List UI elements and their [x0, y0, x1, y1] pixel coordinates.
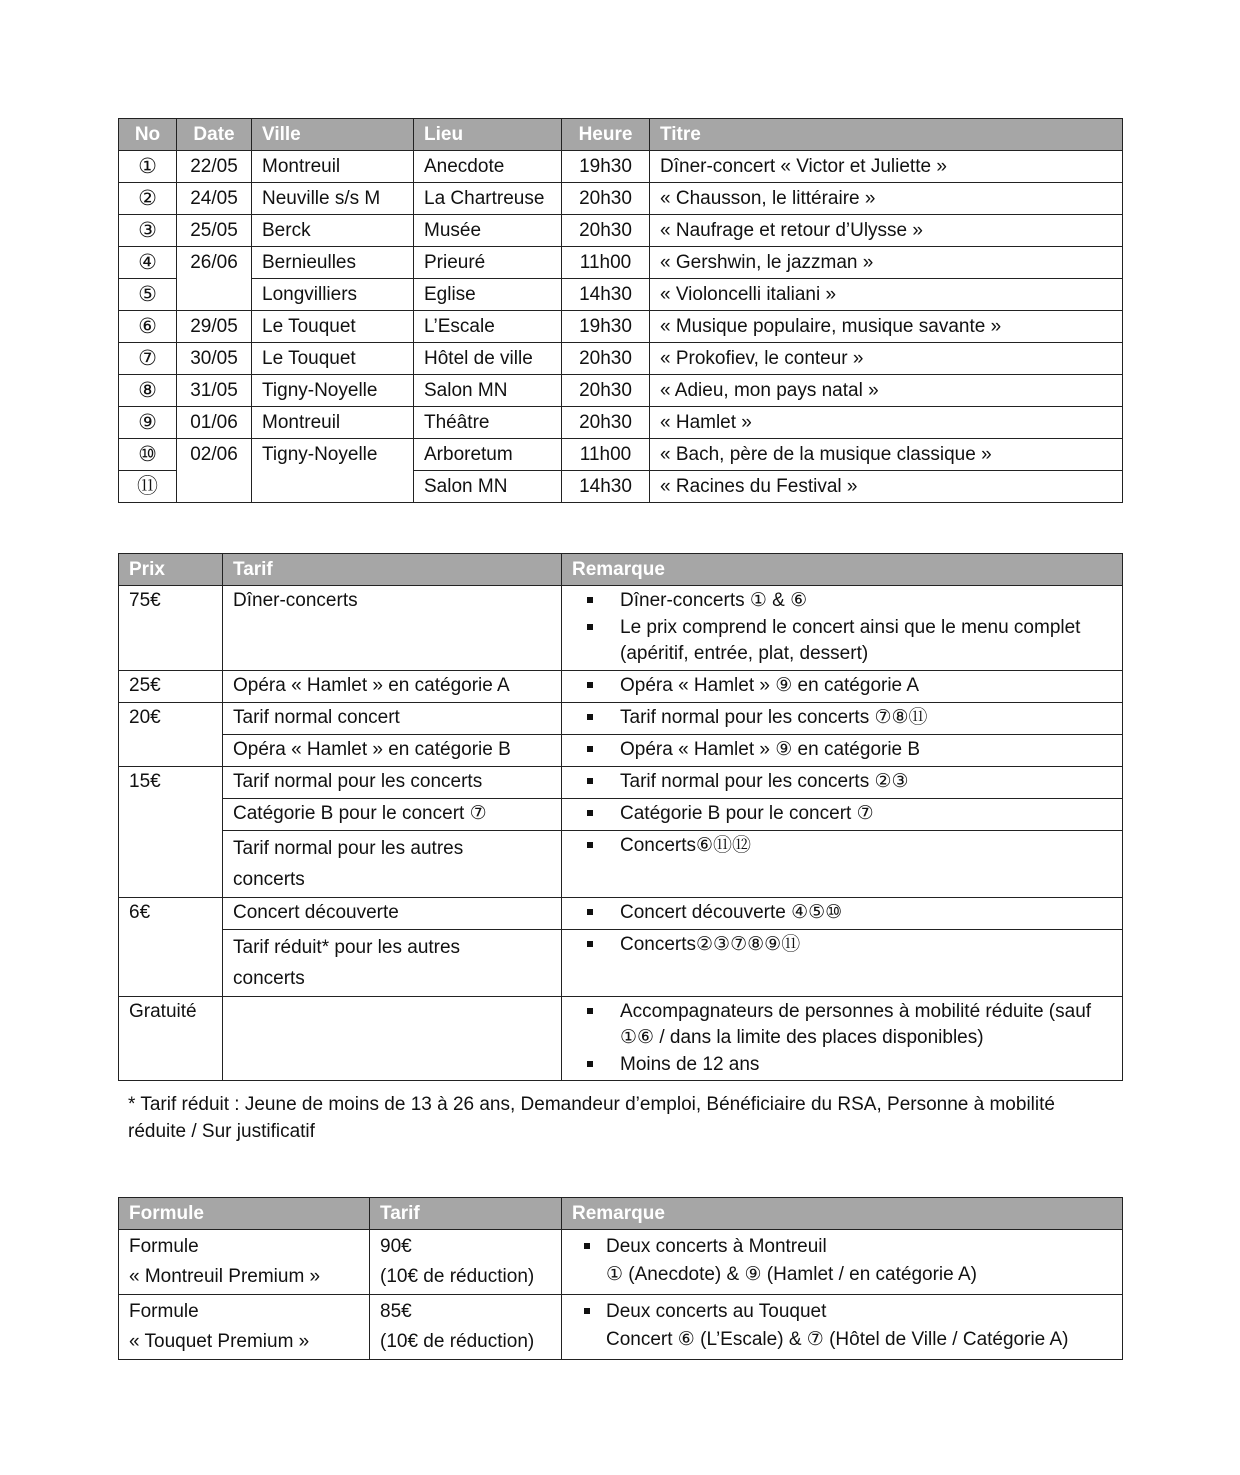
remark-bullet: Catégorie B pour le concert ⑦: [572, 801, 1122, 828]
remark-bullet: Opéra « Hamlet » ⑨ en catégorie A: [572, 673, 1122, 700]
remark-cell: [562, 1295, 1123, 1360]
price-value: 20€: [119, 702, 223, 766]
tarif-text: Tarif normal pour les autres concerts: [233, 837, 464, 890]
concert-titre: « Prokofiev, le conteur »: [650, 343, 1123, 375]
concerts-header-row: [119, 119, 1123, 151]
concert-lieu: Anecdote: [414, 151, 562, 183]
concert-number: ⑨: [119, 407, 177, 439]
table-row: [119, 798, 1123, 830]
table-row: [119, 1295, 1123, 1360]
formule-name: [119, 1295, 370, 1360]
concert-date: 26/06: [177, 247, 252, 279]
table-row: [119, 279, 1123, 311]
concert-ville: Tigny-Noyelle: [252, 439, 414, 471]
concert-ville: Bernieulles: [252, 247, 414, 279]
remark-bullet: Moins de 12 ans: [572, 1052, 1122, 1079]
tarif-label: Opéra « Hamlet » en catégorie A: [223, 670, 562, 702]
concert-date: 30/05: [177, 343, 252, 375]
concert-heure: 20h30: [562, 407, 650, 439]
table-row: [119, 929, 1123, 996]
remark-bullet: Tarif normal pour les concerts ②③: [572, 769, 1122, 796]
table-row: [119, 702, 1123, 734]
col-header-heure: Heure: [562, 119, 650, 151]
remark-cell: [562, 897, 1123, 929]
concert-lieu: Arboretum: [414, 439, 562, 471]
formule-name-line: « Touquet Premium »: [129, 1331, 310, 1352]
concert-heure: 11h00: [562, 247, 650, 279]
table-row: [119, 247, 1123, 279]
formules-header-row: [119, 1198, 1123, 1230]
remark-cell: [562, 1230, 1123, 1295]
concert-titre: « Violoncelli italiani »: [650, 279, 1123, 311]
table-row: [119, 766, 1123, 798]
col-header-date: Date: [177, 119, 252, 151]
col-header-tarif: Tarif: [223, 554, 562, 586]
concert-titre: « Adieu, mon pays natal »: [650, 375, 1123, 407]
concert-ville: [252, 471, 414, 503]
concert-date: 29/05: [177, 311, 252, 343]
col-header-prix: Prix: [119, 554, 223, 586]
tarif-label: Catégorie B pour le concert ⑦: [223, 798, 562, 830]
formule-name: [119, 1230, 370, 1295]
concert-ville: Tigny-Noyelle: [252, 375, 414, 407]
concert-number: ⑩: [119, 439, 177, 471]
concert-date: 25/05: [177, 215, 252, 247]
tarif-label: Dîner-concerts: [223, 586, 562, 671]
concert-date: 02/06: [177, 439, 252, 471]
concert-number: ④: [119, 247, 177, 279]
remark-bullet: Tarif normal pour les concerts ⑦⑧⑪: [572, 705, 1122, 732]
concert-lieu: Hôtel de ville: [414, 343, 562, 375]
col-header-ville: Ville: [252, 119, 414, 151]
concert-date: 31/05: [177, 375, 252, 407]
concert-date: 24/05: [177, 183, 252, 215]
remark-bullet: Dîner-concerts ① & ⑥: [572, 588, 1122, 615]
formule-price: [370, 1230, 562, 1295]
tarif-label: [223, 929, 562, 996]
col-header-remarque: Remarque: [562, 1198, 1123, 1230]
tarif-label: Tarif normal concert: [223, 702, 562, 734]
concert-ville: Montreuil: [252, 407, 414, 439]
tarif-label: Opéra « Hamlet » en catégorie B: [223, 734, 562, 766]
formule-name-line: Formule: [129, 1236, 199, 1257]
table-row: [119, 407, 1123, 439]
concert-heure: 20h30: [562, 215, 650, 247]
concert-lieu: Eglise: [414, 279, 562, 311]
concert-titre: « Naufrage et retour d’Ulysse »: [650, 215, 1123, 247]
col-header-formule: Formule: [119, 1198, 370, 1230]
table-row: [119, 1230, 1123, 1295]
remark-cell: [562, 586, 1123, 671]
formules-table: [118, 1197, 1123, 1360]
tarif-text: Tarif réduit* pour les autres concerts: [233, 936, 461, 989]
remark-bullet: Deux concerts à Montreuil: [572, 1234, 1122, 1261]
concert-lieu: Théâtre: [414, 407, 562, 439]
formule-reduction: (10€ de réduction): [380, 1331, 535, 1352]
formule-price-value: 85€: [380, 1301, 412, 1322]
concert-number: ⑥: [119, 311, 177, 343]
table-row: [119, 471, 1123, 503]
remark-cell: [562, 996, 1123, 1081]
concert-titre: « Musique populaire, musique savante »: [650, 311, 1123, 343]
concert-titre: « Gershwin, le jazzman »: [650, 247, 1123, 279]
remark-cell: [562, 830, 1123, 897]
table-row: [119, 734, 1123, 766]
concert-titre: « Bach, père de la musique classique »: [650, 439, 1123, 471]
concert-ville: Longvilliers: [252, 279, 414, 311]
concert-number: ①: [119, 151, 177, 183]
concert-number: ⑪: [119, 471, 177, 503]
remark-cell: [562, 670, 1123, 702]
remark-detail: ① (Anecdote) & ⑨ (Hamlet / en catégorie A): [606, 1263, 977, 1285]
concert-number: ⑦: [119, 343, 177, 375]
remark-bullet: Deux concerts au Touquet: [572, 1299, 1122, 1326]
concerts-table: [118, 118, 1123, 503]
remark-bullet: Opéra « Hamlet » ⑨ en catégorie B: [572, 737, 1122, 764]
price-value: 15€: [119, 766, 223, 897]
remark-bullet: Le prix comprend le concert ainsi que le menu complet (apéritif, entrée, plat, dessert): [572, 615, 1122, 668]
concert-date: [177, 471, 252, 503]
concert-heure: 20h30: [562, 183, 650, 215]
concert-titre: « Hamlet »: [650, 407, 1123, 439]
tarif-label: Tarif normal pour les concerts: [223, 766, 562, 798]
remark-bullet: Concerts②③⑦⑧⑨⑪: [572, 932, 1122, 959]
tarif-label: Concert découverte: [223, 897, 562, 929]
remark-cell: [562, 798, 1123, 830]
formule-reduction: (10€ de réduction): [380, 1266, 535, 1287]
concert-date: [177, 279, 252, 311]
concert-titre: « Racines du Festival »: [650, 471, 1123, 503]
remark-bullet: Accompagnateurs de personnes à mobilité réduite (sauf ①⑥ / dans la limite des places disponibles): [572, 999, 1122, 1052]
table-row: [119, 830, 1123, 897]
price-value: Gratuité: [119, 996, 223, 1081]
concert-heure: 14h30: [562, 471, 650, 503]
table-row: [119, 586, 1123, 671]
concert-lieu: La Chartreuse: [414, 183, 562, 215]
concert-heure: 20h30: [562, 375, 650, 407]
concert-heure: 20h30: [562, 343, 650, 375]
concert-lieu: Salon MN: [414, 471, 562, 503]
table-row: [119, 897, 1123, 929]
table-row: [119, 151, 1123, 183]
table-row: [119, 343, 1123, 375]
prices-table: [118, 553, 1123, 1081]
remark-cell: [562, 734, 1123, 766]
concert-heure: 14h30: [562, 279, 650, 311]
concert-number: ⑤: [119, 279, 177, 311]
price-value: 25€: [119, 670, 223, 702]
col-header-lieu: Lieu: [414, 119, 562, 151]
concert-lieu: L’Escale: [414, 311, 562, 343]
concert-number: ⑧: [119, 375, 177, 407]
remark-bullet: Concert découverte ④⑤⑩: [572, 900, 1122, 927]
tarif-label: [223, 996, 562, 1081]
table-row: [119, 215, 1123, 247]
col-header-tarif: Tarif: [370, 1198, 562, 1230]
table-row: [119, 311, 1123, 343]
concert-ville: Montreuil: [252, 151, 414, 183]
concert-number: ②: [119, 183, 177, 215]
remark-cell: [562, 929, 1123, 996]
concert-heure: 19h30: [562, 311, 650, 343]
concert-heure: 19h30: [562, 151, 650, 183]
tarif-label: [223, 830, 562, 897]
table-row: [119, 375, 1123, 407]
price-value: 75€: [119, 586, 223, 671]
table-row: [119, 439, 1123, 471]
prices-header-row: [119, 554, 1123, 586]
formule-price-value: 90€: [380, 1236, 412, 1257]
concert-heure: 11h00: [562, 439, 650, 471]
concert-ville: Le Touquet: [252, 311, 414, 343]
concert-ville: Berck: [252, 215, 414, 247]
concert-ville: Neuville s/s M: [252, 183, 414, 215]
remark-cell: [562, 766, 1123, 798]
table-row: [119, 670, 1123, 702]
remark-detail: Concert ⑥ (L’Escale) & ⑦ (Hôtel de Ville / Catégorie A): [606, 1328, 1069, 1350]
formule-name-line: Formule: [129, 1301, 199, 1322]
concert-titre: Dîner-concert « Victor et Juliette »: [650, 151, 1123, 183]
price-value: 6€: [119, 897, 223, 996]
concert-number: ③: [119, 215, 177, 247]
col-header-no: No: [119, 119, 177, 151]
col-header-titre: Titre: [650, 119, 1123, 151]
concert-ville: Le Touquet: [252, 343, 414, 375]
col-header-remarque: Remarque: [562, 554, 1123, 586]
remark-bullet: Concerts⑥⑪⑫: [572, 833, 1122, 860]
remark-cell: [562, 702, 1123, 734]
table-row: [119, 996, 1123, 1081]
concert-date: 01/06: [177, 407, 252, 439]
concert-date: 22/05: [177, 151, 252, 183]
reduced-rate-footnote: * Tarif réduit : Jeune de moins de 13 à 26 ans, Demandeur d’emploi, Bénéficiaire du RSA, Personne à mobilité réduite / Sur justificatif: [128, 1094, 1055, 1142]
concert-lieu: Musée: [414, 215, 562, 247]
concert-lieu: Salon MN: [414, 375, 562, 407]
formule-name-line: « Montreuil Premium »: [129, 1266, 321, 1287]
formule-price: [370, 1295, 562, 1360]
concert-lieu: Prieuré: [414, 247, 562, 279]
concert-titre: « Chausson, le littéraire »: [650, 183, 1123, 215]
table-row: [119, 183, 1123, 215]
